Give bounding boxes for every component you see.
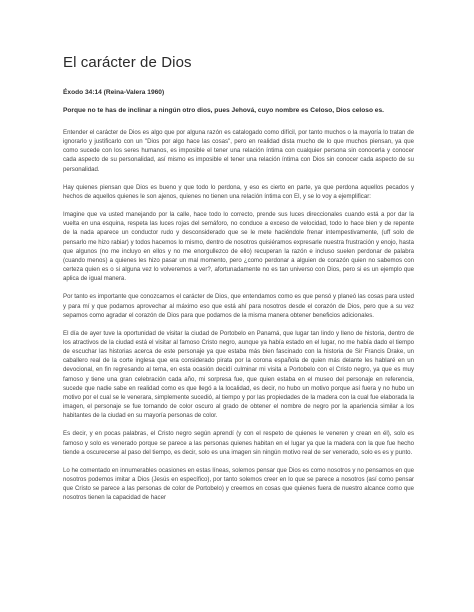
- paragraph: Es decir, y en pocas palabras, el Cristo negro según aprendí (y con el respeto de quienes le veneren y crean en él), solo es famoso y solo es venerado porque se parece a las personas quienes habitan en el lugar ya que la madera con la que fue hecho tiende a oscurecerse al paso del tiempo, es decir, solo es una imagen sin ningún motivo real de ser venerado, solo es es y punto.: [63, 430, 414, 456]
- paragraph: Lo he comentado en innumerables ocasiones en estas líneas, solemos pensar que Dios es como nosotros y no pensamos en que nosotros podemos imitar a Dios (Jesús en específico), por tanto solemos creer en lo que se parece a nosotros (así como pensar que Cristo se parece a las personas de color de Portobelo) y creemos en cosas que quienes fuera de nuestro alcance como que nosotros tienen la capacidad de hacer: [63, 466, 414, 502]
- scripture-verse: Porque no te has de inclinar a ningún otro dios, pues Jehová, cuyo nombre es Celoso, Dios celoso es.: [63, 107, 384, 114]
- scripture-reference: Éxodo 34:14 (Reina-Valera 1960): [63, 89, 165, 96]
- paragraph: El día de ayer tuve la oportunidad de visitar la ciudad de Portobelo en Panamá, que lugar tan lindo y lleno de historia, dentro de los atractivos de la ciudad está el visitar al famoso Cristo negro, aunque ya había estado en el lugar, no me había dado el tiempo de escuchar las historias acerca de este personaje ya que estaba más bien fascinado con la historia de Sir Francis Drake, un caballero real de la corte inglesa que era considerado pirata por la corona española de quien más delante les hablaré en un devocional, en fin regresando al tema, en esta ocasión decidí culminar mi visita a Portobelo con el Cristo negro, ya que es muy famoso y tiene una gran celebración cada año, mi sorpresa fue, que quien estaba en el museo del personaje en referencia, sucede que nadie sabe en realidad como es que llegó a la localidad, es decir, no hubo un motivo porque así fuera y no hubo un motivo por el cual se le venerara, simplemente sucedió, al tiempo y por las propiedades de la madera con la cual fue elaborada la imagen, el personaje se fue tornando de color oscuro al grado de obtener el nombre de negro por la apariencia similar a los habitantes de la ciudad en su mayoría personas de color.: [63, 329, 414, 420]
- paragraph: Por tanto es importante que conozcamos el carácter de Dios, que entendamos como es que pensó y planeó las cosas para usted y para mí y que podamos aprovechar al máximo eso que está ahí para nosotros desde el corazón de Dios, pero que a su vez sepamos como agradar el corazón de Dios para que podamos de la misma manera obtener beneficios adicionales.: [63, 293, 414, 319]
- document-title: El carácter de Dios: [63, 54, 192, 71]
- paragraph: Entender el carácter de Dios es algo que por alguna razón es catalogado como difícil, por tanto muchos o la mayoría lo tratan de ignorarlo y justificarlo con un "Dios por algo hace las cosas", pero en realidad dista mucho de lo que muchos piensan, ya que como sucede con los seres humanos, es imposible el tener una relación íntima con cualquier persona sin conocerla y conocer cada aspecto de su personalidad, así mismo es imposible el tener una relación íntima con Dios sin conocer cada aspecto de su personalidad.: [63, 129, 414, 173]
- paragraph: Hay quienes piensan que Dios es bueno y que todo lo perdona, y eso es cierto en parte, ya que perdona aquellos pecados y hechos de aquellos quienes le son ajenos, quienes no tienen una relación íntima con El, y se lo voy a ejemplificar:: [63, 183, 414, 200]
- paragraph: Imagine que va usted manejando por la calle, hace todo lo correcto, prende sus luces direccionales cuando está a por dar la vuelta en una esquina, respeta las luces rojas del semáforo, no conduce a exceso de velocidad, todo lo hace bien y de repente de la nada aparece un conductor rudo y desconsiderado que se le mete haciéndole frenar intempestivamente, (uff solo de pensarlo me hizo rabiar) y todos hacemos lo mismo, dentro de nosotros quisiéramos expresarle nuestra frustración y enojo, hasta que algunos (no me incluyo en ellos y no me enorgullezco de ello) recuperan la razón e incluso suelen perdonar de palabra (cuando menos) a quienes les hizo pasar un mal momento, pero ¿como perdonar a alguien de corazón quien no sabemos con certeza quien es o si alguna vez lo volveremos a ver?, afortunadamente no es tan universo con Dios, pero si es un ejemplo que aplica de igual manera.: [63, 211, 414, 283]
